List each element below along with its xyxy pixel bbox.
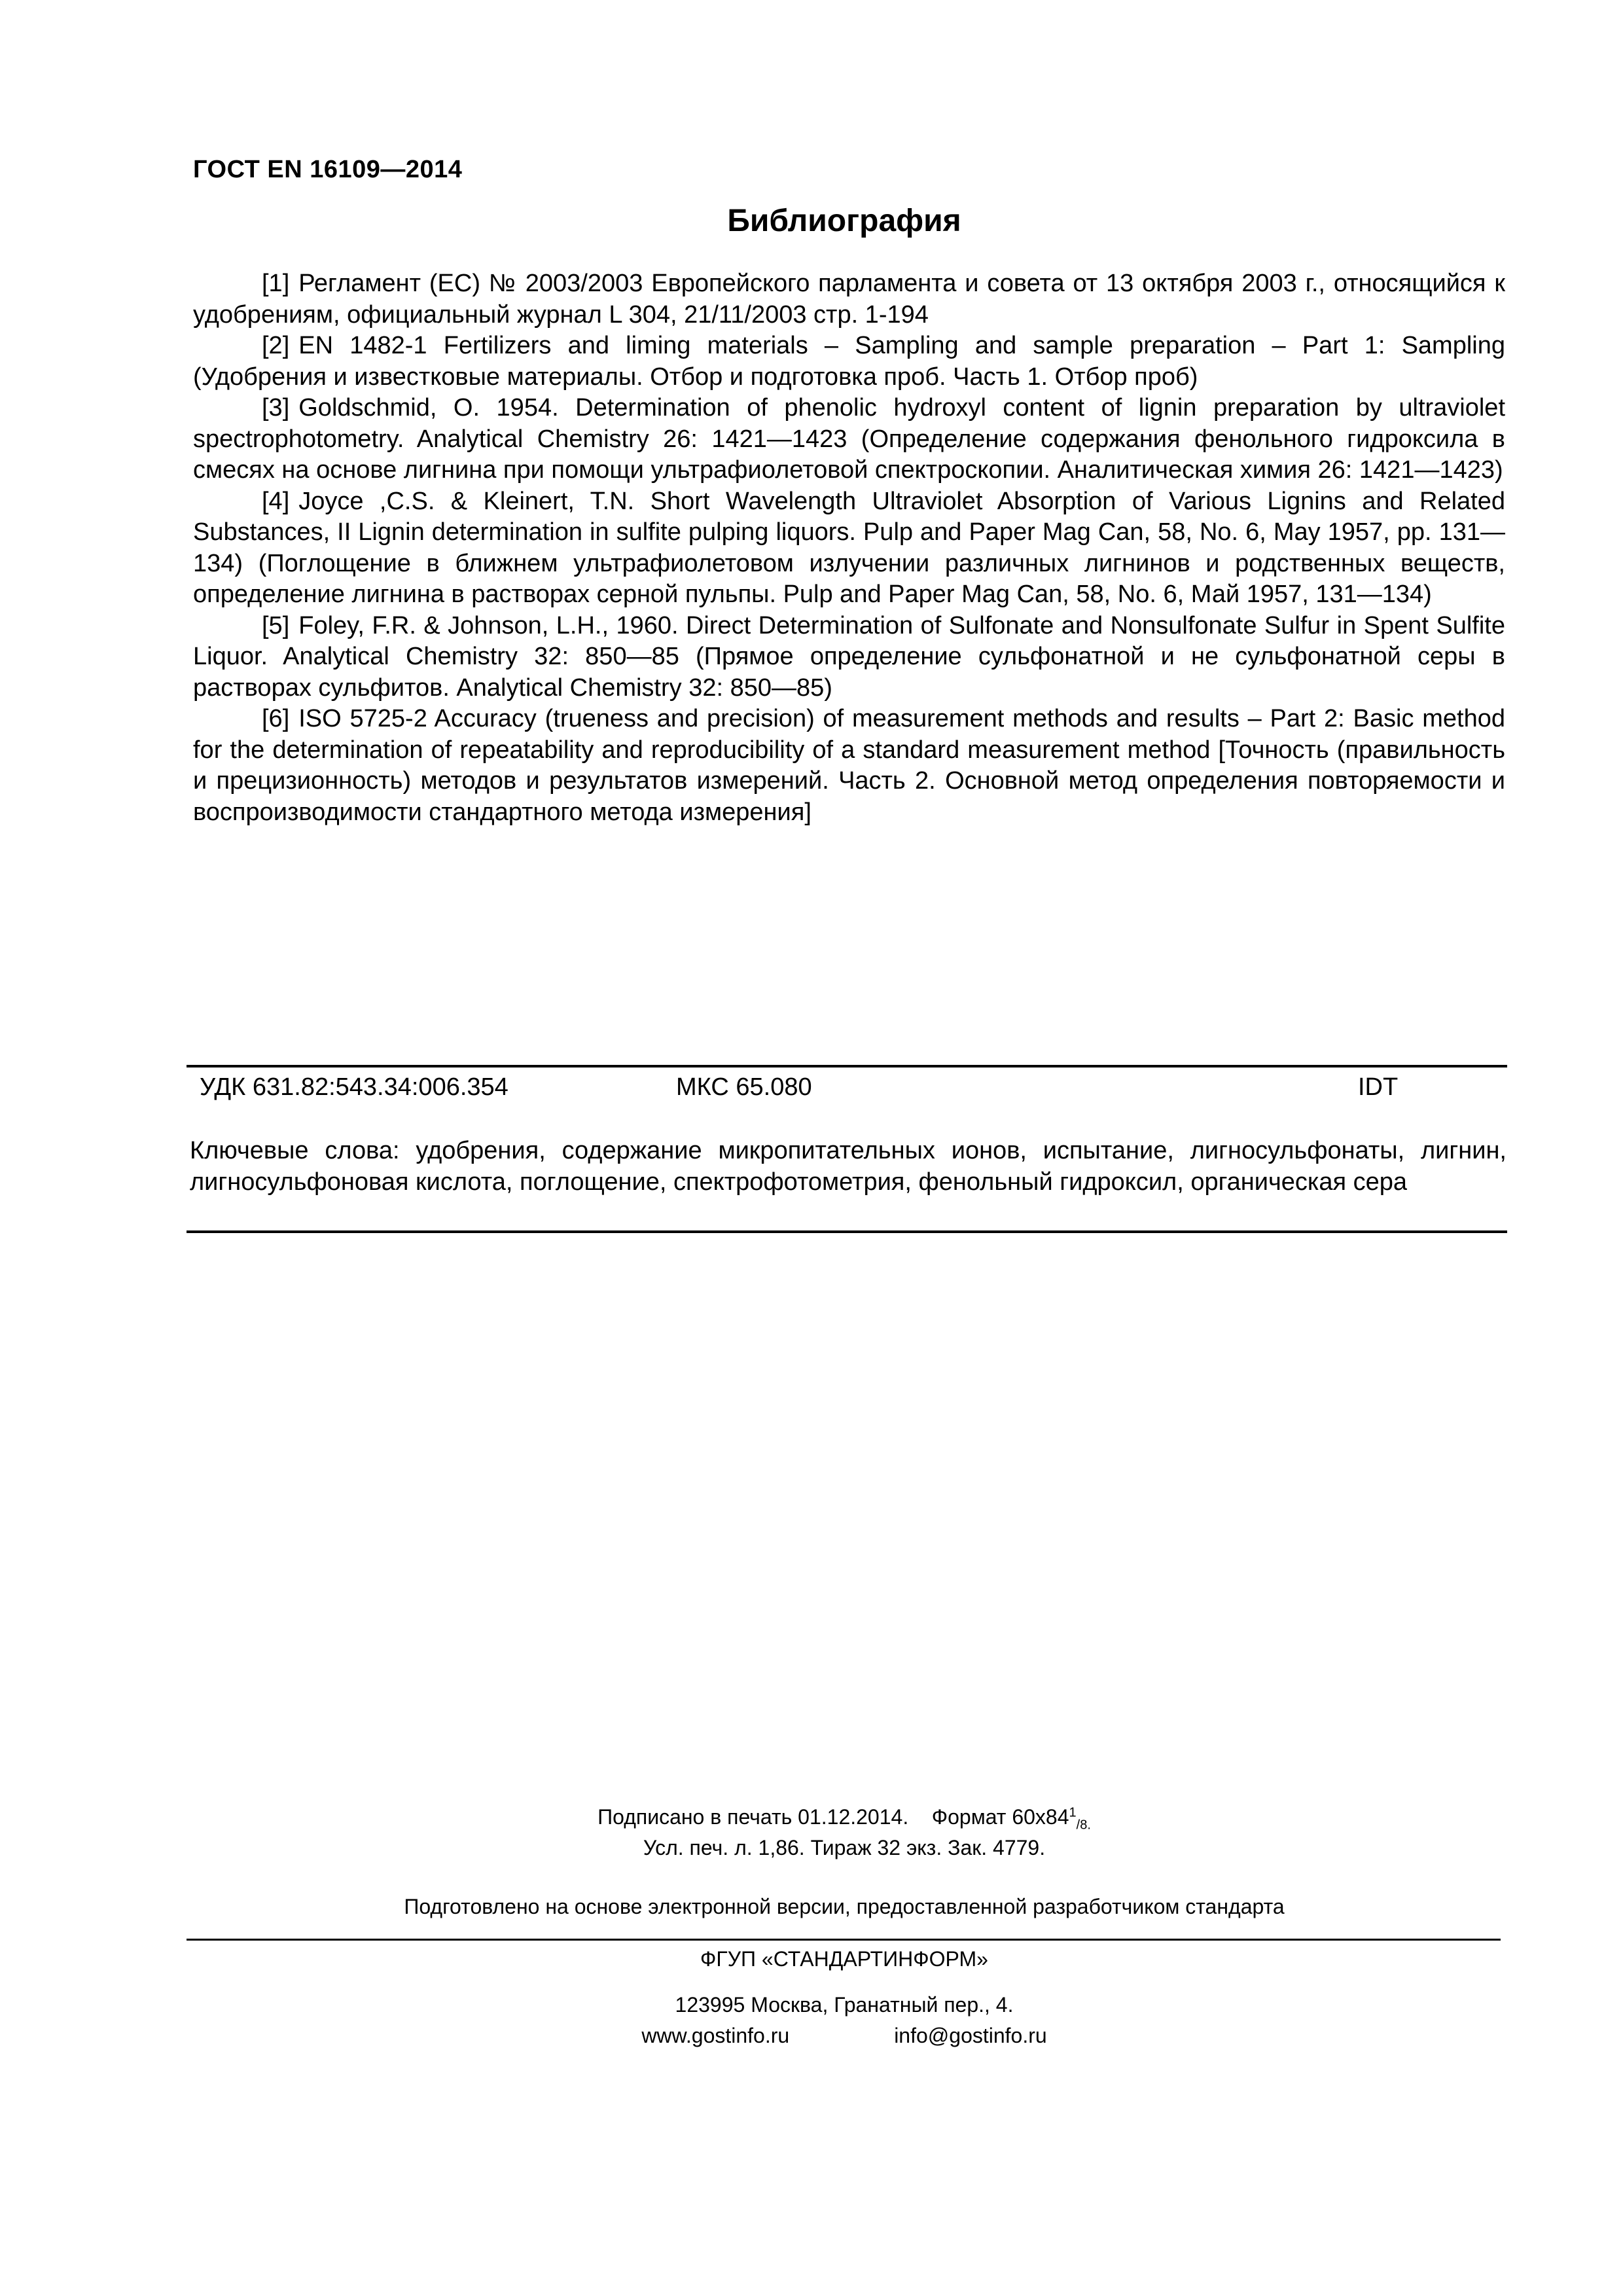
reference-list — [193, 268, 1505, 828]
reference-number: [6] — [262, 705, 290, 732]
format-superscript: 1 — [1069, 1805, 1077, 1820]
reference-item — [193, 393, 1505, 486]
reference-text: Joyce ,C.S. & Kleinert, T.N. Short Wavelength Ultraviolet Absorption of Various Lignins and Related Substances, II Lignin determination in sulfite pulping liquors. Pulp and Paper Mag Can, 58, No. 6, May 1957, pp. 131—134) (Поглощение в ближнем ультрафиолетовом излучении различных лигнинов и родственных веществ, определение лигнина в растворах серной пульпы. Pulp and Paper Mag Can, 58, No. 6, Май 1957, 131—134) — [193, 487, 1505, 608]
reference-number: [1] — [262, 270, 290, 297]
classification-row — [200, 1073, 1505, 1106]
keywords-bottom-rule — [187, 1230, 1507, 1233]
reference-item — [193, 331, 1505, 393]
reference-number: [4] — [262, 487, 290, 515]
format-label: Формат 60х84 — [931, 1805, 1069, 1829]
signed-date: Подписано в печать 01.12.2014. — [597, 1805, 909, 1829]
signed-line — [0, 1805, 1623, 1833]
format-subscript: /8. — [1076, 1818, 1091, 1833]
prepared-note: Подготовлено на основе электронной версии, предоставленной разработчиком стандарта — [404, 1895, 1285, 1918]
mks-code: МКС 65.080 — [676, 1073, 812, 1101]
imprint-rule — [187, 1939, 1501, 1941]
email-link[interactable]: info@gostinfo.ru — [894, 2024, 1047, 2047]
bibliography-title: Библиография — [727, 204, 961, 238]
reference-number: [3] — [262, 394, 290, 422]
reference-item — [193, 268, 1505, 331]
keywords-text: Ключевые слова: удобрения, содержание микропитательных ионов, испытание, лигносульфонаты, лигнин, лигносульфоновая кислота, поглощение, спектрофотометрия, фенольный гидроксил, органическая сера — [190, 1137, 1507, 1196]
reference-text: Foley, F.R. & Johnson, L.H., 1960. Direct Determination of Sulfonate and Nonsulfonate Sulfur in Spent Sulfite Liquor. Analytical Chemistry 32: 850—85 (Прямое определение сульфонатной и не сульфонатной серы в растворах сульфитов. Analytical Chemistry 32: 850—85) — [193, 611, 1505, 702]
idt-mark: IDT — [1358, 1073, 1399, 1101]
reference-item — [193, 486, 1505, 611]
print-details: Усл. печ. л. 1,86. Тираж 32 экз. Зак. 4779. — [643, 1836, 1046, 1859]
udk-code: УДК 631.82:543.34:006.354 — [200, 1073, 508, 1101]
website-link[interactable]: www.gostinfo.ru — [641, 2024, 790, 2047]
document-code: ГОСТ EN 16109—2014 — [193, 156, 463, 183]
publisher-address: 123995 Москва, Гранатный пер., 4. — [675, 1993, 1014, 2017]
reference-number: [5] — [262, 611, 290, 639]
reference-item — [193, 704, 1505, 828]
reference-text: ISO 5725-2 Accuracy (trueness and precision) of measurement methods and results – Part 2: Basic method for the determination of repeatability and reproducibility of a standard measurement method [Точность (правильность и прецизионность) методов и результатов измерений. Часть 2. Основной метод определения повторяемости и воспроизводимости стандартного метода измерения] — [193, 705, 1505, 826]
reference-text: Goldschmid, O. 1954. Determination of phenolic hydroxyl content of lignin preparation by ultraviolet spectrophotometry. Analytical Chemistry 26: 1421—1423 (Определение содержания фенольного гидроксила в смесях на основе лигнина при помощи ультрафиолетовой спектроскопии. Аналитическая химия 26: 1421—1423) — [193, 394, 1505, 484]
contact-line — [0, 2024, 1623, 2048]
reference-text: Регламент (EC) № 2003/2003 Европейского парламента и совета от 13 октября 2003 г., относящийся к удобрениям, официальный журнал L 304, 21/11/2003 стр. 1-194 — [193, 270, 1505, 329]
classification-top-rule — [187, 1065, 1507, 1067]
reference-text: EN 1482-1 Fertilizers and liming materials – Sampling and sample preparation – Part 1: Sampling (Удобрения и известковые материалы. Отбор и подготовка проб. Часть 1. Отбор проб) — [193, 332, 1505, 391]
publisher-name: ФГУП «СТАНДАРТИНФОРМ» — [700, 1947, 988, 1971]
reference-item — [193, 611, 1505, 704]
reference-number: [2] — [262, 332, 290, 359]
